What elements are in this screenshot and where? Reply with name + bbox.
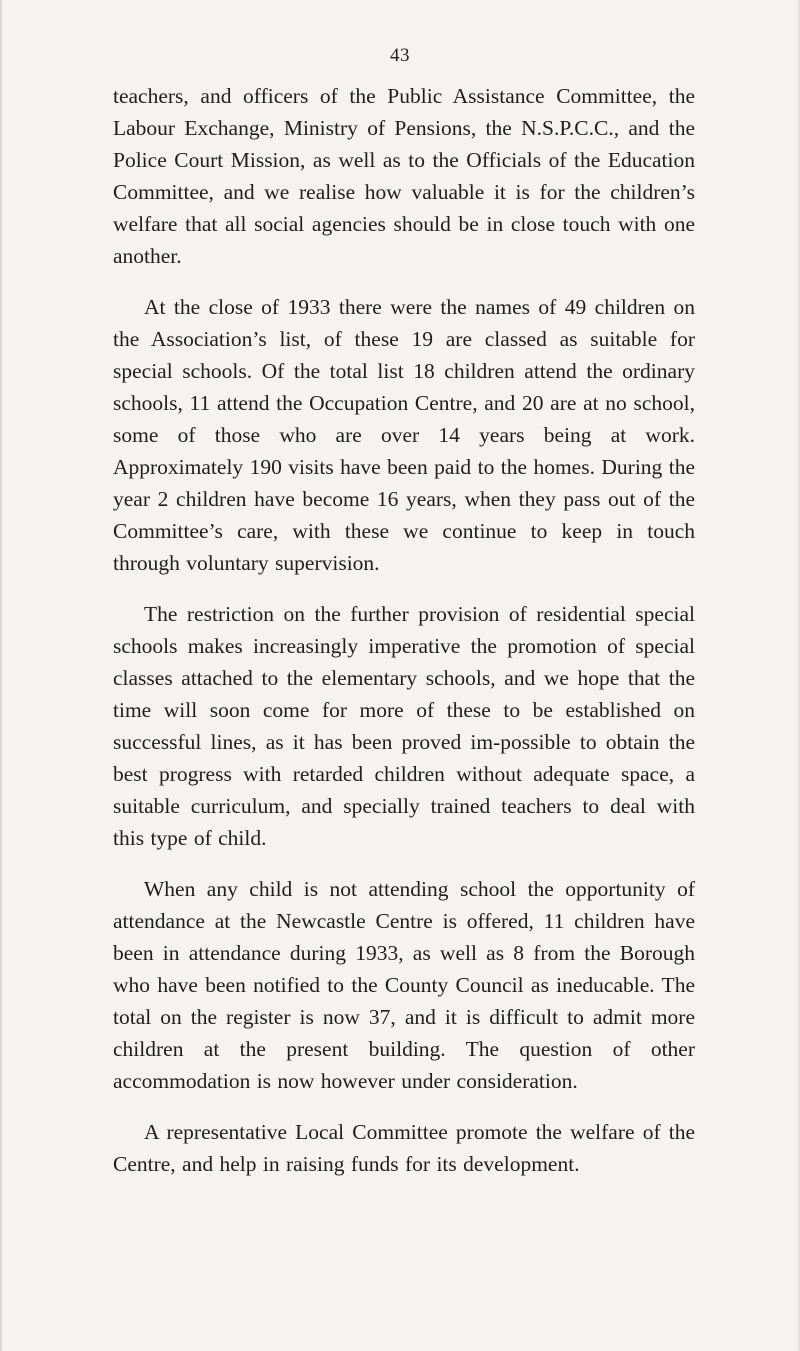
document-body [113,80,695,1180]
paragraph-special-classes: The restriction on the further provision of residential special schools makes increasingly imperative the promotion of special classes attached to the elementary schools, and we hope that the time will soon come for more of these to be established on successful lines, as it has been proved im-possible to obtain the best progress with retarded children without adequate space, a suitable curriculum, and specially trained teachers to deal with this type of child. [113,602,695,850]
page-number: 43 [390,45,410,66]
page-edge-left [0,0,3,1351]
paragraph-association-list: At the close of 1933 there were the names of 49 children on the Association’s list, of these 19 are classed as suitable for special schools. Of the total list 18 children attend the ordinary schools, 11 attend the Occupation Centre, and 20 are at no school, some of those who are over 14 years being at work. Approximately 190 visits have been paid to the homes. During the year 2 children have become 16 years, when they pass out of the Committee’s care, with these we continue to keep in touch through voluntary supervision. [113,295,695,575]
paragraph-local-committee: A representative Local Committee promote the welfare of the Centre, and help in raising funds for its development. [113,1120,695,1176]
paragraph-continued: teachers, and officers of the Public Assistance Committee, the Labour Exchange, Ministry of Pensions, the N.S.P.C.C., and the Police Court Mission, as well as to the Officials of the Education Committee, and we realise how valuable it is for the children’s welfare that all social agencies should be in close touch with one another. [113,84,695,268]
paragraph-newcastle-centre: When any child is not attending school the opportunity of attendance at the Newcastle Centre is offered, 11 children have been in attendance during 1933, as well as 8 from the Borough who have been notified to the County Council as ineducable. The total on the register is now 37, and it is difficult to admit more children at the present building. The question of other accommodation is now however under consideration. [113,877,695,1093]
